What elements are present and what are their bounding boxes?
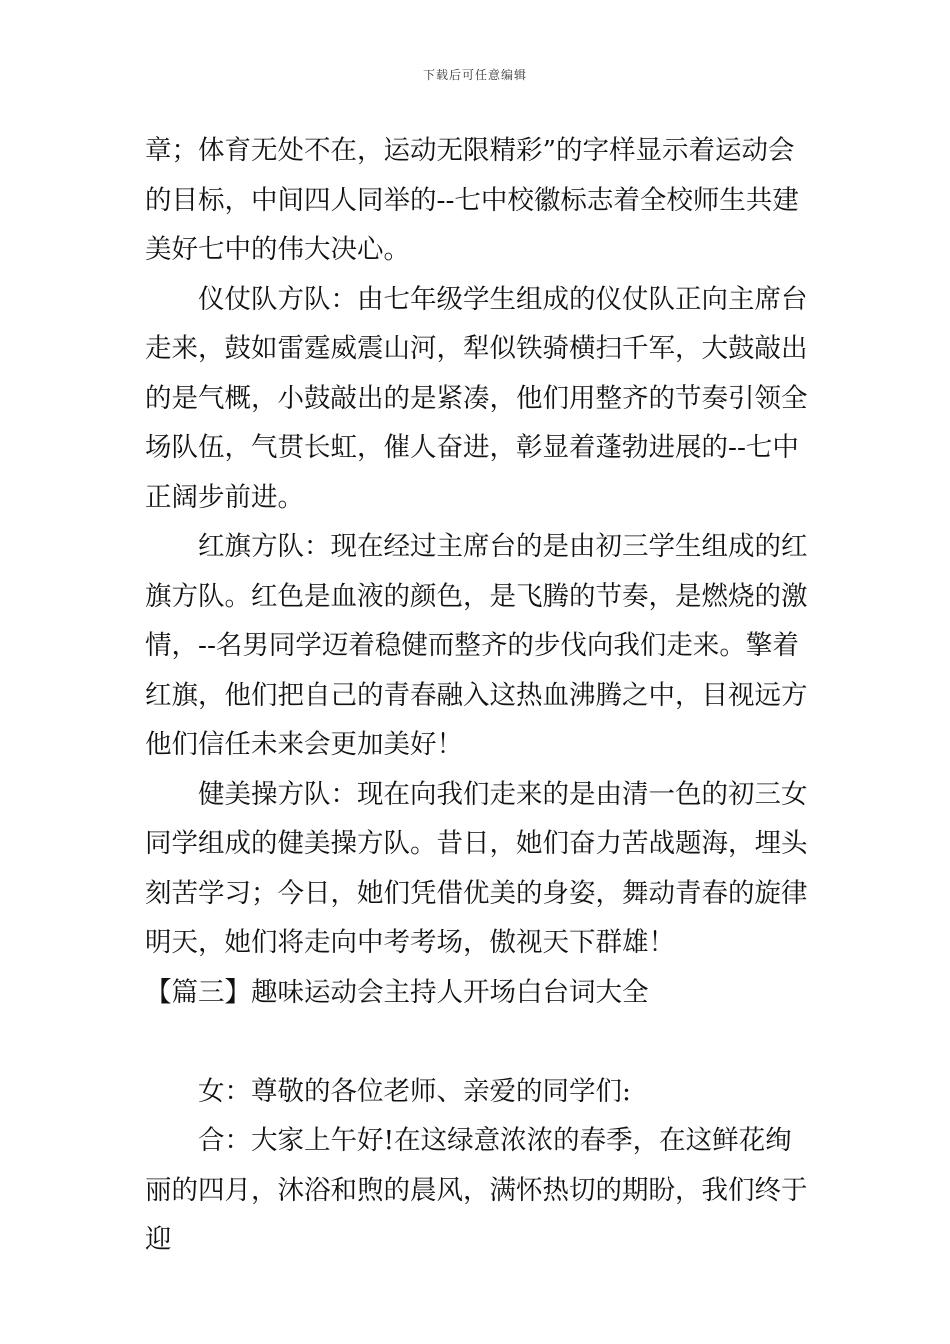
paragraph-honor-guard: 仪仗队方队：由七年级学生组成的仪仗队正向主席台走来，鼓如雷霆威震山河，犁似铁骑横扫千军，大鼓敲出的是气概，小鼓敲出的是紧凑，他们用整齐的节奏引领全场队伍，气贯长虹，催人奋进，彰显着蓬勃进展的--七中正阔步前进。	[145, 283, 808, 513]
paragraph-female-host: 女：尊敬的各位老师、亲爱的同学们:	[198, 1075, 631, 1107]
page-header: 下载后可任意编辑	[422, 68, 527, 82]
paragraph-aerobics: 健美操方队：现在向我们走来的是由清一色的初三女同学组成的健美操方队。昔日，她们奋力苦战题海，埋头刻苦学习；今日，她们凭借优美的身姿，舞动青春的旋律明天，她们将走向中考考场，傲视天下群雄！	[145, 778, 808, 958]
blank-line	[145, 1017, 815, 1067]
section-heading: 【篇三】趣味运动会主持人开场白台词大全	[145, 976, 649, 1008]
paragraph-red-flag: 红旗方队：现在经过主席台的是由初三学生组成的红旗方队。红色是血液的颜色，是飞腾的节奏，是燃烧的激情，--名男同学迈着稳健而整齐的步伐向我们走来。擎着红旗，他们把自己的青春融入这热血沸腾之中，目视远方他们信任未来会更加美好！	[145, 531, 808, 760]
document-body	[145, 126, 815, 1265]
paragraph-together: 合：大家上午好!在这绿意浓浓的春季，在这鲜花绚丽的四月，沐浴和煦的晨风，满怀热切的期盼，我们终于迎	[145, 1125, 808, 1255]
paragraph-emblem: 章；体育无处不在，运动无限精彩”的字样显示着运动会的目标，中间四人同举的--七中校徽标志着全校师生共建美好七中的伟大决心。	[145, 135, 799, 265]
